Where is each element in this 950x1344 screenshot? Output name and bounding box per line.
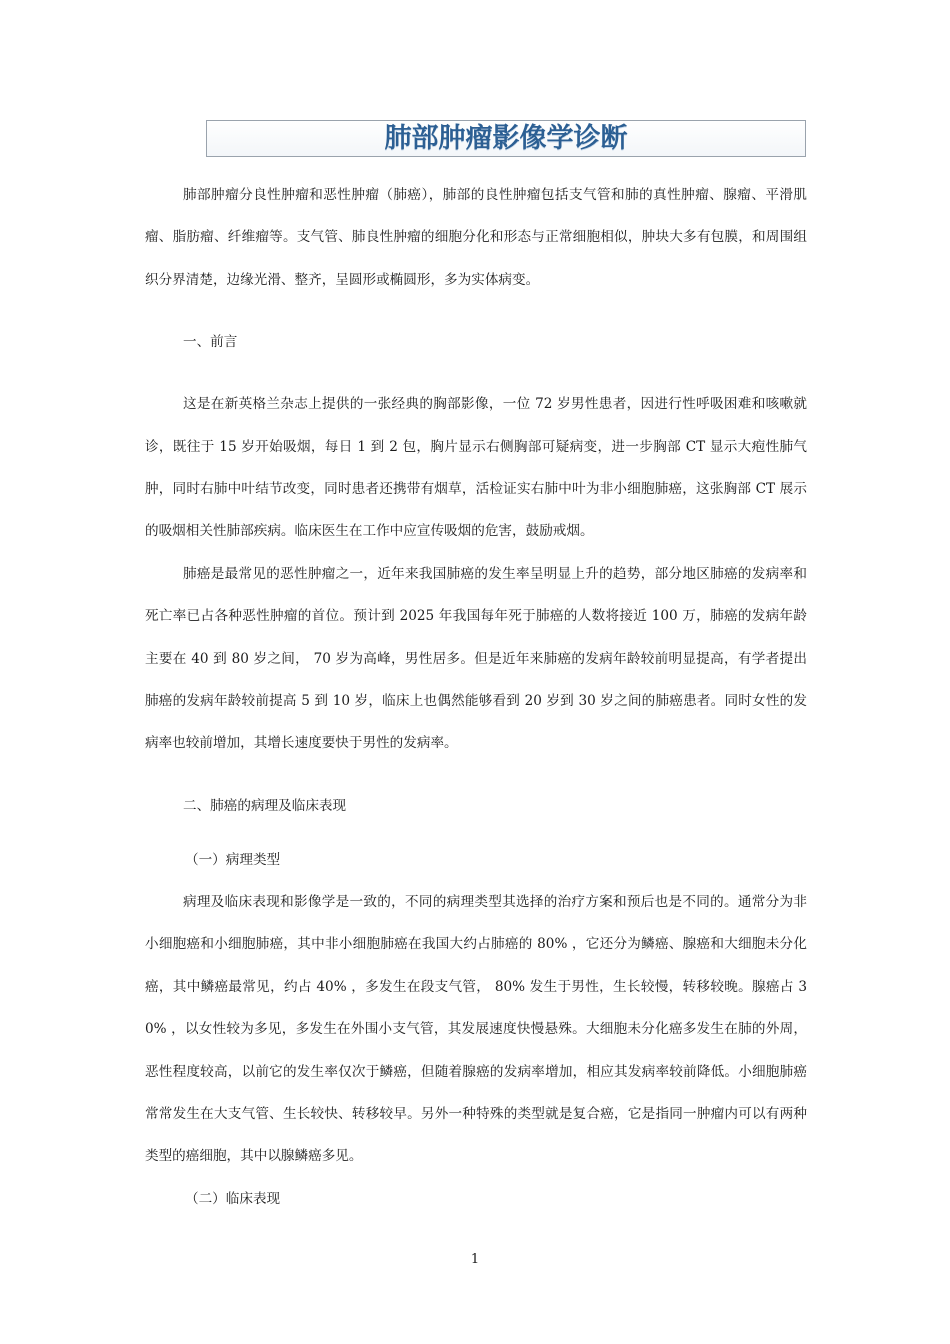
section1-paragraph-1: 这是在新英格兰杂志上提供的一张经典的胸部影像，一位 72 岁男性患者，因进行性呼吸困难和咳嗽就诊，既往于 15 岁开始吸烟，每日 1 到 2 包，胸片显示右侧胸部可疑病变，进一步胸部 CT 显示大疱性肺气肿，同时右肺中叶结节改变，同时患者还携带有烟草，活检证实右肺中叶为非小细胞肺癌，这张胸部 CT 展示的吸烟相关性肺部疾病。临床医生在工作中应宣传吸烟的危害，鼓励戒烟。 — [145, 396, 807, 540]
section2-sub1-paragraph: 病理及临床表现和影像学是一致的，不同的病理类型其选择的治疗方案和预后也是不同的。通常分为非小细胞癌和小细胞肺癌，其中非小细胞肺癌在我国大约占肺癌的 80% ，它还分为鳞癌、腺癌和大细胞未分化癌，其中鳞癌最常见，约占 40% ，多发生在段支气管， 80% 发生于男性，生长较慢，转移较晚。腺癌占 30% ，以女性较为多见，多发生在外围小支气管，其发展速度快慢悬殊。大细胞未分化癌多发生在肺的外周，恶性程度较高，以前它的发生率仅次于鳞癌，但随着腺癌的发病率增加，相应其发病率较前降低。小细胞肺癌常常发生在大支气管、生长较快、转移较早。另外一种特殊的类型就是复合癌，它是指同一肿瘤内可以有两种类型的癌细胞，其中以腺鳞癌多见。 — [145, 893, 807, 1165]
section1-paragraph-2: 肺癌是最常见的恶性肿瘤之一，近年来我国肺癌的发生率呈明显上升的趋势，部分地区肺癌的发病率和死亡率已占各种恶性肿瘤的首位。预计到 2025 年我国每年死于肺癌的人数将接近 100 万，肺癌的发病年龄主要在 40 到 80 岁之间， 70 岁为高峰，男性居多。但是近年来肺癌的发病年龄较前明显提高，有学者提出肺癌的发病年龄较前提高 5 到 10 岁，临床上也偶然能够看到 20 岁到 30 岁之间的肺癌患者。同时女性的发病率也较前增加，其增长速度要快于男性的发病率。 — [145, 565, 807, 752]
section2-sub2-heading: （二）临床表现 — [185, 1190, 281, 1207]
section2-sub1-heading: （一）病理类型 — [185, 851, 281, 868]
section1-heading: 一、前言 — [183, 334, 238, 351]
spacer — [145, 765, 807, 785]
spacer — [145, 301, 807, 321]
page-number: 1 — [470, 1252, 480, 1267]
spacer — [145, 363, 807, 383]
title-banner — [206, 120, 806, 157]
document-title: 肺部肿瘤影像学诊断 — [384, 123, 628, 154]
intro-paragraph: 肺部肿瘤分良性肿瘤和恶性肿瘤（肺癌），肺部的良性肿瘤包括支气管和肺的真性肿瘤、腺瘤、平滑肌瘤、脂肪瘤、纤维瘤等。支气管、肺良性肿瘤的细胞分化和形态与正常细胞相似，肿块大多有包膜，和周围组织分界清楚，边缘光滑、整齐，呈圆形或椭圆形，多为实体病变。 — [145, 187, 807, 288]
section2-heading: 二、肺癌的病理及临床表现 — [183, 797, 347, 814]
document-body — [145, 174, 807, 1220]
spacer — [145, 827, 807, 839]
